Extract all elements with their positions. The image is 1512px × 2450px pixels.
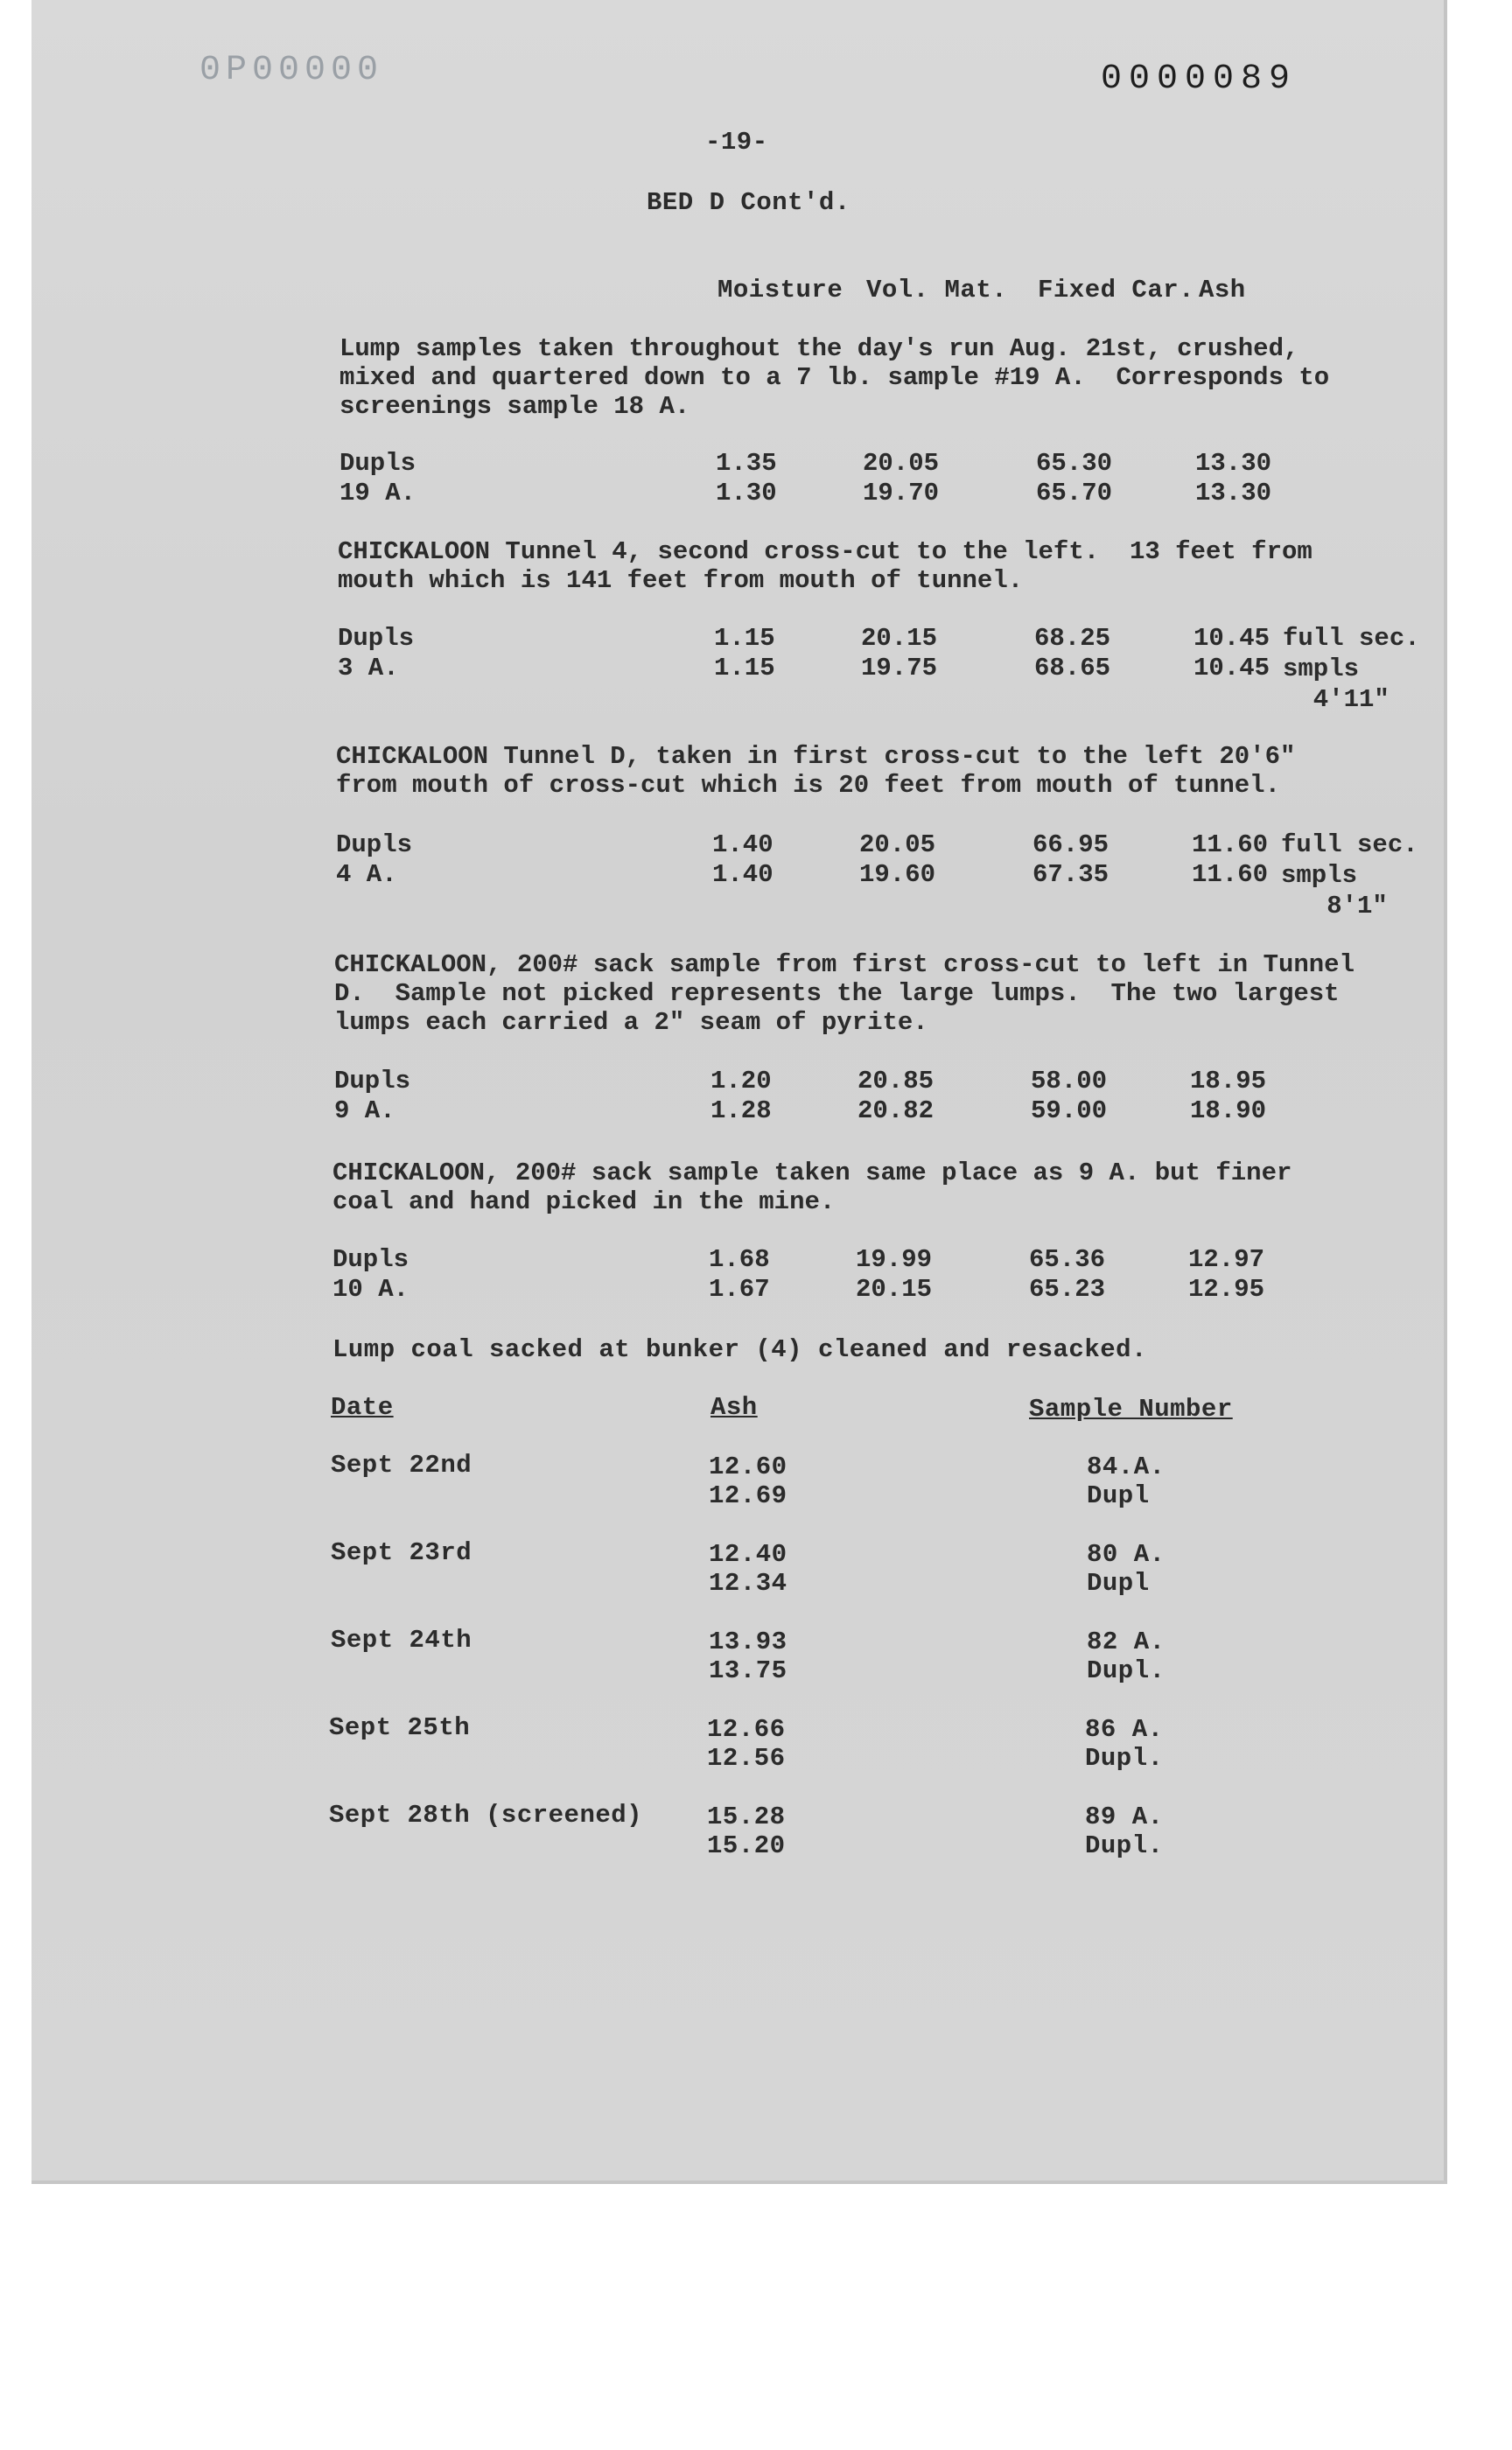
fixed-car-value: 65.30 <box>1036 449 1113 478</box>
ash-value: 10.45 <box>1194 654 1270 682</box>
row-label: Dupls <box>336 830 413 859</box>
sample-cell: Dupl. <box>1085 1831 1164 1860</box>
section-paragraph: CHICKALOON, 200# sack sample from first cross-cut to left in Tunnel D. Sample not picked represents the large lumps. The two largest lumps each carried a 2" seam of pyrite. <box>334 950 1354 1037</box>
ash-cell: 12.40 <box>709 1540 788 1569</box>
moisture-value: 1.20 <box>710 1067 772 1096</box>
row-label: 10 A. <box>332 1275 410 1304</box>
faint-stamp-number: 0P00000 <box>200 51 384 90</box>
sample-cell: Dupl <box>1087 1569 1150 1598</box>
vol-mat-value: 19.60 <box>859 860 936 889</box>
ash-value: 13.30 <box>1195 449 1272 478</box>
vol-mat-value: 20.05 <box>859 830 936 859</box>
ash-value: 11.60 <box>1192 830 1269 859</box>
document-page <box>32 0 1447 2184</box>
ash-value: 10.45 <box>1194 624 1270 653</box>
ash-cell: 12.34 <box>709 1569 788 1598</box>
fixed-car-value: 59.00 <box>1031 1096 1108 1125</box>
vol-mat-value: 20.85 <box>858 1067 934 1096</box>
vol-mat-value: 20.82 <box>858 1096 934 1125</box>
sample-cell: 84.A. <box>1087 1452 1166 1481</box>
column-header-date: Date <box>331 1393 394 1422</box>
ash-cell: 15.28 <box>707 1802 786 1831</box>
sample-note: full sec. smpls 8'1" <box>1281 830 1418 920</box>
vol-mat-value: 19.70 <box>863 479 940 508</box>
row-label: 9 A. <box>334 1096 396 1125</box>
vol-mat-value: 20.15 <box>856 1275 933 1304</box>
ash-cell: 13.93 <box>709 1628 788 1656</box>
ash-cell: 12.69 <box>709 1481 788 1510</box>
page-number: -19- <box>705 128 768 157</box>
sample-cell: Dupl. <box>1085 1744 1164 1773</box>
vol-mat-value: 19.99 <box>856 1245 933 1274</box>
fixed-car-value: 67.35 <box>1032 860 1110 889</box>
date-cell: Sept 24th <box>331 1626 472 1655</box>
moisture-value: 1.30 <box>716 479 777 508</box>
fixed-car-value: 58.00 <box>1031 1067 1108 1096</box>
fixed-car-value: 65.23 <box>1029 1275 1106 1304</box>
fixed-car-value: 65.70 <box>1036 479 1113 508</box>
section-paragraph: CHICKALOON Tunnel 4, second cross-cut to the left. 13 feet from mouth which is 141 feet from mouth of tunnel. <box>338 537 1312 595</box>
section-paragraph: Lump samples taken throughout the day's run Aug. 21st, crushed, mixed and quartered down to a 7 lb. sample #19 A. Corresponds to screenings sample 18 A. <box>340 334 1330 421</box>
row-label: 19 A. <box>340 479 416 508</box>
sample-cell: 86 A. <box>1085 1715 1164 1744</box>
lump-coal-intro: Lump coal sacked at bunker (4) cleaned and resacked. <box>332 1335 1147 1364</box>
ash-value: 13.30 <box>1195 479 1272 508</box>
fixed-car-value: 68.65 <box>1034 654 1111 682</box>
column-header-ash: Ash <box>1199 276 1246 304</box>
row-label: Dupls <box>338 624 415 653</box>
fixed-car-value: 68.25 <box>1034 624 1111 653</box>
column-header-sample-number: Sample Number <box>1029 1395 1233 1424</box>
column-header-moisture: Moisture <box>718 276 844 304</box>
sample-note: full sec. smpls 4'11" <box>1283 624 1420 714</box>
row-label: Dupls <box>340 449 416 478</box>
sample-cell: 80 A. <box>1087 1540 1166 1569</box>
moisture-value: 1.28 <box>710 1096 772 1125</box>
column-header-vol-mat: Vol. Mat. <box>866 276 1008 304</box>
vol-mat-value: 20.15 <box>861 624 938 653</box>
date-cell: Sept 28th (screened) <box>329 1801 643 1830</box>
date-cell: Sept 25th <box>329 1713 471 1742</box>
moisture-value: 1.15 <box>714 624 775 653</box>
section-paragraph: CHICKALOON Tunnel D, taken in first cross-cut to the left 20'6" from mouth of cross-cut which is 20 feet from mouth of tunnel. <box>336 742 1296 800</box>
fixed-car-value: 65.36 <box>1029 1245 1106 1274</box>
column-header-fixed-car: Fixed Car. <box>1038 276 1195 304</box>
sample-cell: Dupl. <box>1087 1656 1166 1685</box>
ash-value: 18.95 <box>1190 1067 1267 1096</box>
vol-mat-value: 20.05 <box>863 449 940 478</box>
moisture-value: 1.15 <box>714 654 775 682</box>
date-cell: Sept 23rd <box>331 1538 472 1567</box>
ash-value: 18.90 <box>1190 1096 1267 1125</box>
moisture-value: 1.40 <box>712 830 774 859</box>
ash-value: 11.60 <box>1192 860 1269 889</box>
sample-cell: 82 A. <box>1087 1628 1166 1656</box>
fixed-car-value: 66.95 <box>1032 830 1110 859</box>
row-label: Dupls <box>332 1245 410 1274</box>
ash-cell: 12.66 <box>707 1715 786 1744</box>
moisture-value: 1.40 <box>712 860 774 889</box>
moisture-value: 1.35 <box>716 449 777 478</box>
vol-mat-value: 19.75 <box>861 654 938 682</box>
section-paragraph: CHICKALOON, 200# sack sample taken same place as 9 A. but finer coal and hand picked in the mine. <box>332 1158 1292 1216</box>
ash-cell: 15.20 <box>707 1831 786 1860</box>
column-header-ash: Ash <box>710 1393 758 1422</box>
sample-cell: 89 A. <box>1085 1802 1164 1831</box>
moisture-value: 1.67 <box>709 1275 770 1304</box>
sample-cell: Dupl <box>1087 1481 1150 1510</box>
ash-cell: 13.75 <box>709 1656 788 1685</box>
ash-cell: 12.60 <box>709 1452 788 1481</box>
document-number: 0000089 <box>1101 60 1298 99</box>
row-label: 4 A. <box>336 860 397 889</box>
row-label: Dupls <box>334 1067 411 1096</box>
ash-cell: 12.56 <box>707 1744 786 1773</box>
moisture-value: 1.68 <box>709 1245 770 1274</box>
page-title: BED D Cont'd. <box>647 188 850 217</box>
row-label: 3 A. <box>338 654 399 682</box>
ash-value: 12.97 <box>1188 1245 1265 1274</box>
date-cell: Sept 22nd <box>331 1451 472 1480</box>
ash-value: 12.95 <box>1188 1275 1265 1304</box>
